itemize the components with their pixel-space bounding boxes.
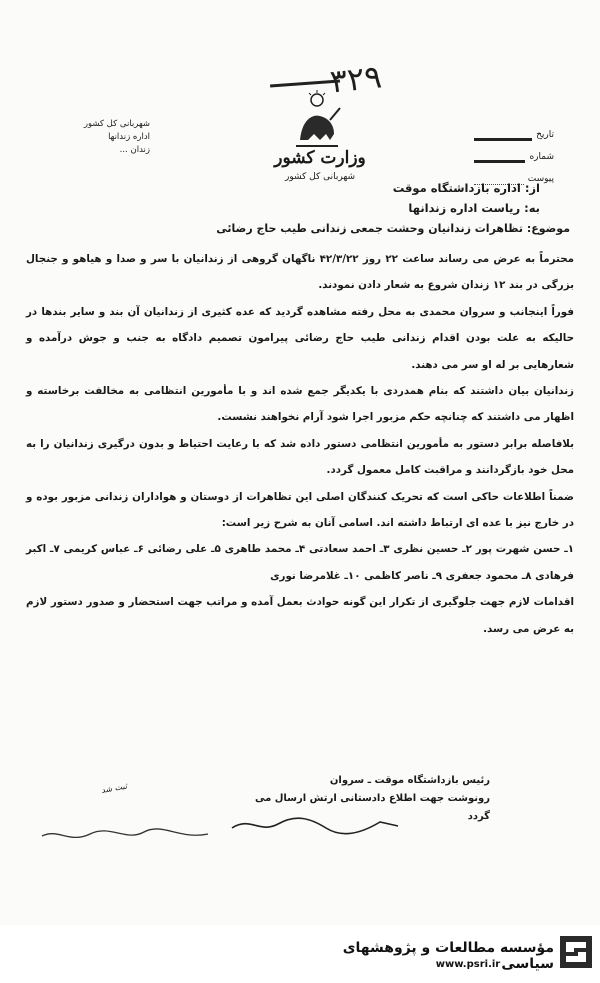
handwritten-annotation-icon xyxy=(40,826,210,846)
left-header xyxy=(40,118,150,157)
meta-date-label: تاریخ xyxy=(536,130,554,140)
ministry-subtitle: شهربانی کل کشور xyxy=(284,172,356,182)
meta-attach-label: پیوست xyxy=(527,174,554,184)
signature-title: رئیس بازداشتگاه موقت ـ سروان xyxy=(329,775,490,786)
left-header-line: شهربانی کل کشور xyxy=(83,119,150,129)
footer-url[interactable]: www.psri.ir xyxy=(435,959,501,970)
left-header-line: اداره زندانها xyxy=(108,132,150,142)
body-paragraph: ضمناً اطلاعات حاکی است که تحریک کنندگان اصلی این تظاهرات از دوستان و هواداران زندانی مزبور بوده و در خارج نیز با عده ای ارتباط داشته اند. اسامی آنان به شرح زیر است: xyxy=(26,490,574,530)
signature-scrawl-icon xyxy=(230,814,400,836)
addressee-from: از: اداره بازداشتگاه موقت xyxy=(392,181,540,195)
addressee-to: به: ریاست اداره زندانها xyxy=(408,201,540,215)
meta-date xyxy=(474,124,554,146)
subject-line: موضوع: تظاهرات زندانیان وحشت جمعی زندانی طیب حاج رضائی xyxy=(216,222,570,235)
addressee-block xyxy=(180,178,540,218)
body-paragraph: زندانیان بیان داشتند که بنام همدردی با یکدیگر جمع شده اند و با مأمورین انتظامی به مخالفت برخاسته و اظهار می داشتند که چنانچه حکم مزبور اجرا شود آرام نخواهند نشست. xyxy=(26,385,574,424)
received-stamp: ثبت شد xyxy=(100,781,128,795)
body-paragraph: محترماً به عرض می رساند ساعت ۲۲ روز ۴۲/۳/۲۲ ناگهان گروهی از زندانیان با سر و صدا و هیاهو و جنجال بزرگی در بند ۱۲ زندان شروع به شعار دادن نمودند. xyxy=(26,253,574,292)
handwritten-number: ۳۲۹ xyxy=(328,57,384,101)
left-header-line: زندان ... xyxy=(119,145,150,155)
psri-logo-icon xyxy=(560,936,592,968)
letter-body xyxy=(26,246,574,642)
body-paragraph: فوراً اینجانب و سروان محمدی به محل رفته مشاهده گردید که عده کثیری از زندانیان آن بند و سایر بندها در حالیکه به علت بودن اقدام زندانی طیب حاج رضائی پیرامون تصمیم دادگاه به جنب و جوش درآمده و شعارهایی بر له او سر می دهند. xyxy=(26,305,574,371)
body-paragraph: ۱ـ حسن شهرت پور ۲ـ حسین نظری ۳ـ احمد سعادتی ۴ـ محمد طاهری ۵ـ علی رضائی ۶ـ عباس کریمی ۷ـ اکبر فرهادی ۸ـ محمود جعفری ۹ـ ناصر کاظمی ۱۰ـ غلامرضا نوری xyxy=(26,543,575,582)
signature-cc: رونوشت جهت اطلاع دادستانی ارتش ارسال می گردد xyxy=(254,793,490,822)
meta-number xyxy=(474,146,554,168)
meta-number-label: شماره xyxy=(529,152,554,162)
body-paragraph: بلافاصله برابر دستور به مأمورین انتظامی دستور داده شد که با رعایت احتیاط و بدون درگیری زندانیان را به محل خود بازگردانند و مراقبت کامل معمول گردد. xyxy=(26,437,574,477)
body-paragraph: اقدامات لازم جهت جلوگیری از تکرار این گونه حوادث بعمل آمده و مراتب جهت استحضار و صدور دستور لازم به عرض می رسد. xyxy=(26,596,574,635)
lion-and-sun-emblem-icon xyxy=(290,90,344,150)
ministry-title: وزارت کشور xyxy=(274,148,366,168)
footer-organization: مؤسسه مطالعات و پژوهشهای سیاسی xyxy=(342,940,554,972)
